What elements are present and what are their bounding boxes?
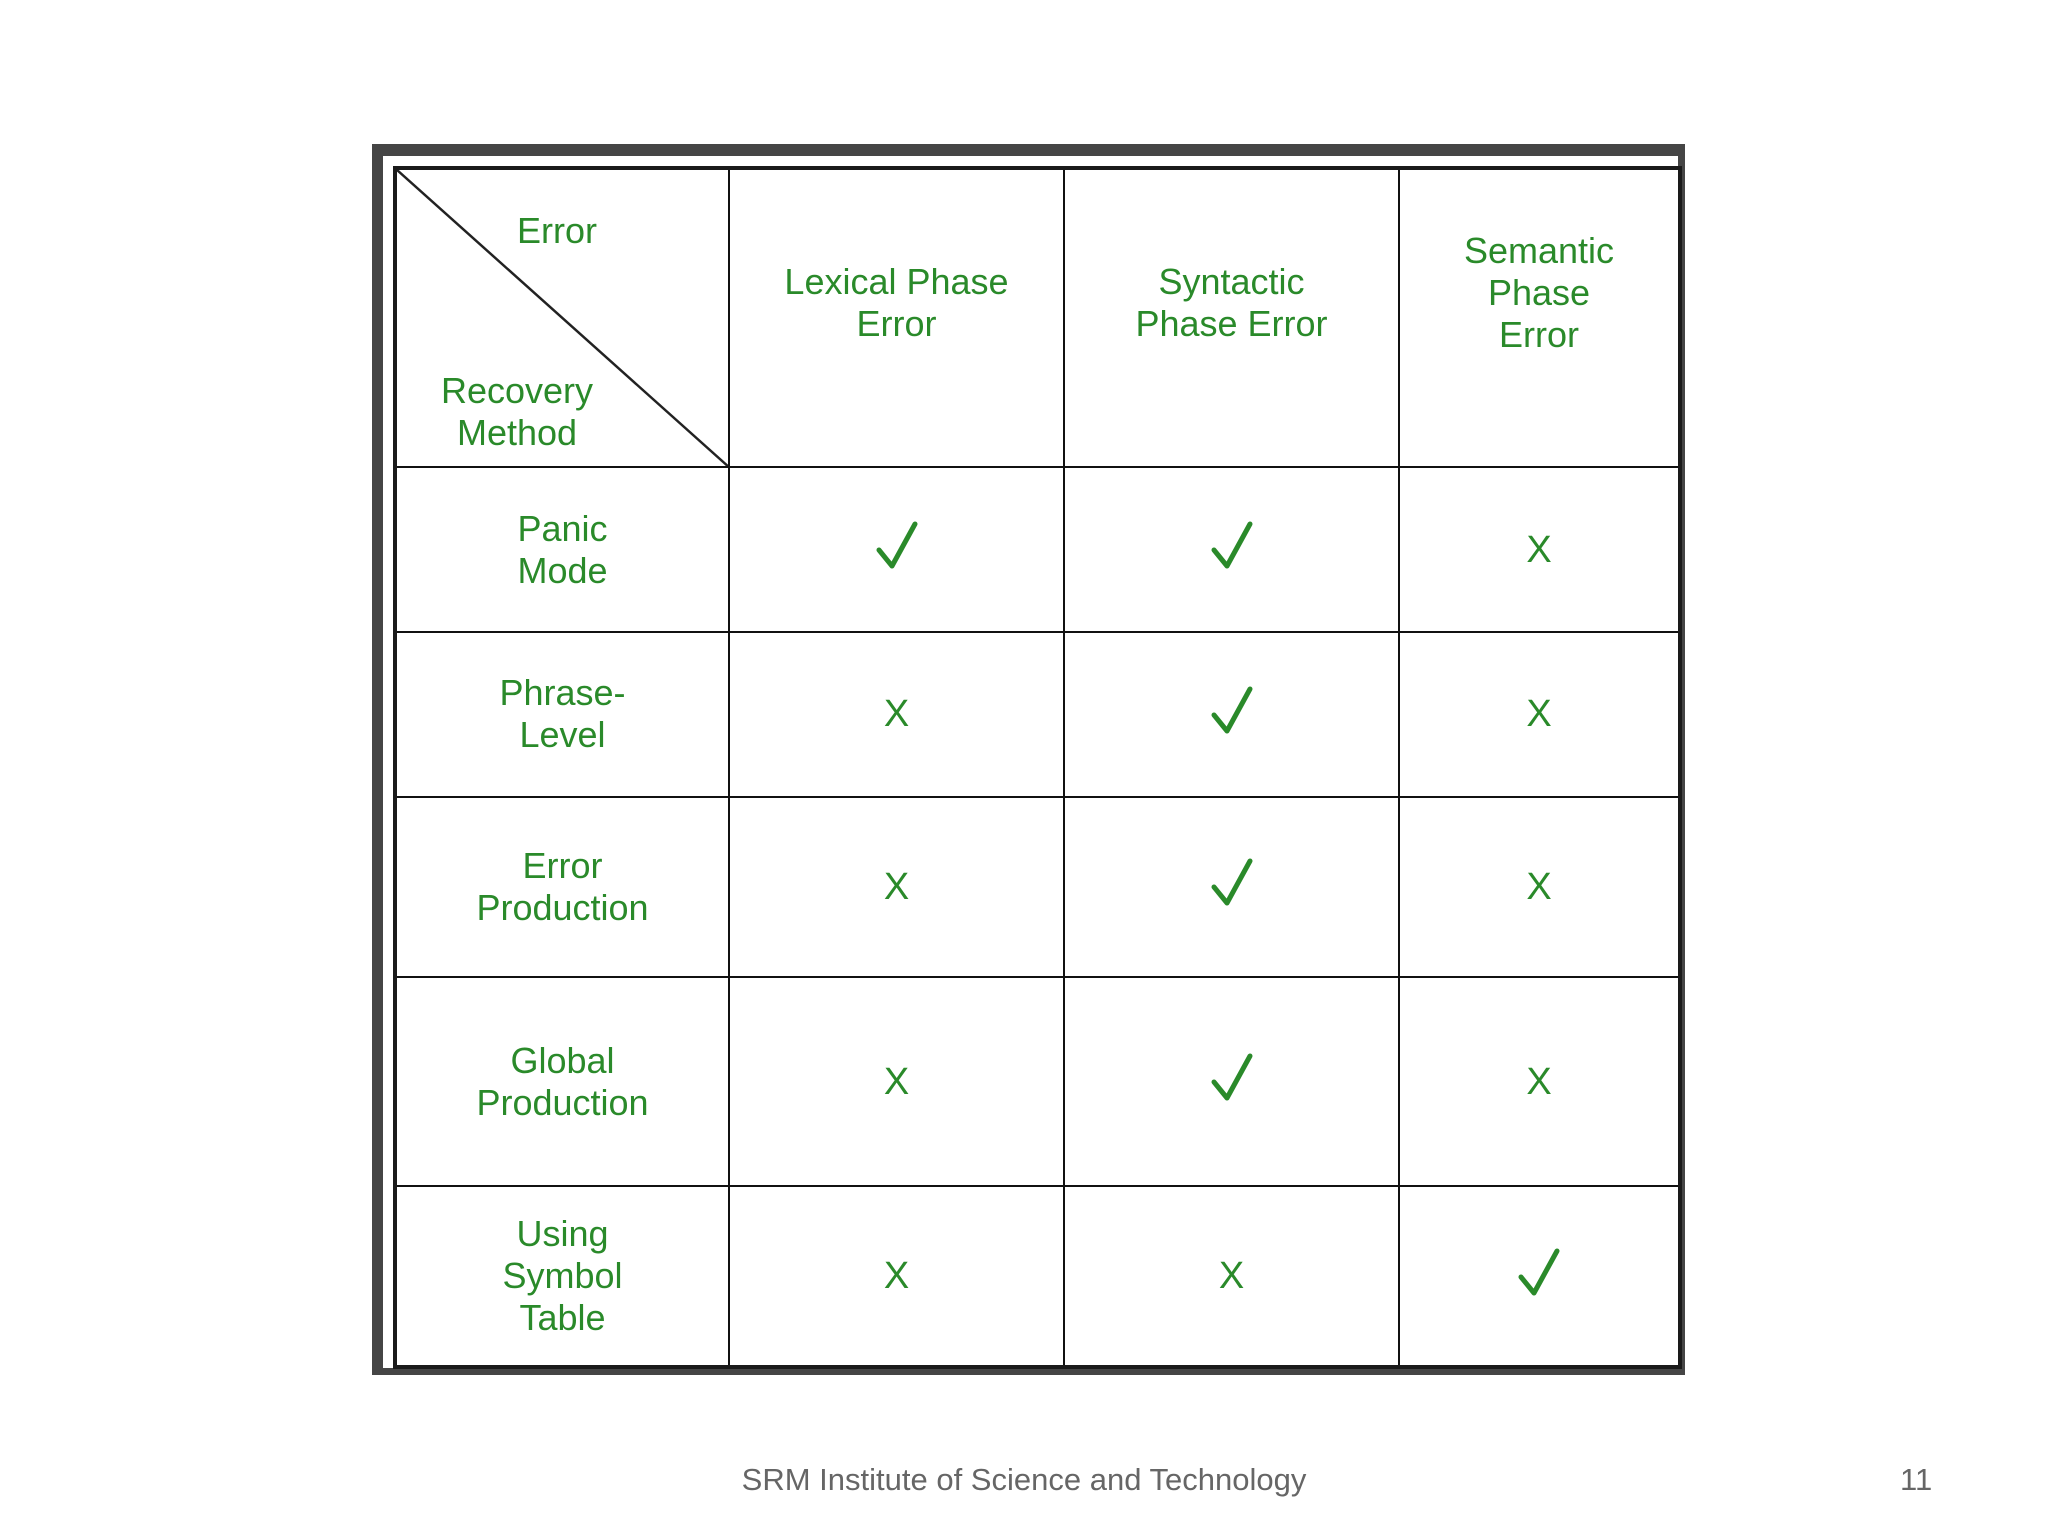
footer-institution: SRM Institute of Science and Technology bbox=[741, 1462, 1307, 1497]
column-header-lexical: Lexical Phase Error bbox=[729, 168, 1064, 467]
row-label: Global Production bbox=[395, 977, 729, 1186]
cross-mark: X bbox=[1399, 632, 1680, 797]
check-icon bbox=[1064, 632, 1399, 797]
corner-cell bbox=[395, 168, 729, 467]
page-number: 11 bbox=[1900, 1462, 1933, 1497]
table-row bbox=[395, 467, 1680, 632]
corner-error-label: Error bbox=[517, 210, 597, 251]
cross-mark: X bbox=[729, 1186, 1064, 1367]
table-row bbox=[395, 797, 1680, 978]
table-row bbox=[395, 632, 1680, 797]
row-label: Phrase- Level bbox=[395, 632, 729, 797]
column-header-syntactic: Syntactic Phase Error bbox=[1064, 168, 1399, 467]
table-row bbox=[395, 1186, 1680, 1367]
cross-mark: X bbox=[1399, 977, 1680, 1186]
cross-mark: X bbox=[1399, 467, 1680, 632]
row-label: Error Production bbox=[395, 797, 729, 978]
cross-mark: X bbox=[729, 977, 1064, 1186]
cross-mark: X bbox=[729, 632, 1064, 797]
row-label: Panic Mode bbox=[395, 467, 729, 632]
cross-mark: X bbox=[1064, 1186, 1399, 1367]
corner-recovery-label: Recovery Method bbox=[440, 370, 594, 453]
column-header-semantic: Semantic Phase Error bbox=[1399, 168, 1680, 467]
check-icon bbox=[1064, 467, 1399, 632]
row-label: Using Symbol Table bbox=[395, 1186, 729, 1367]
check-icon bbox=[1064, 797, 1399, 978]
table-row bbox=[395, 977, 1680, 1186]
check-icon bbox=[729, 467, 1064, 632]
check-icon bbox=[1064, 977, 1399, 1186]
check-icon bbox=[1399, 1186, 1680, 1367]
error-recovery-table bbox=[393, 166, 1682, 1369]
header-row bbox=[395, 168, 1680, 467]
cross-mark: X bbox=[1399, 797, 1680, 978]
cross-mark: X bbox=[729, 797, 1064, 978]
